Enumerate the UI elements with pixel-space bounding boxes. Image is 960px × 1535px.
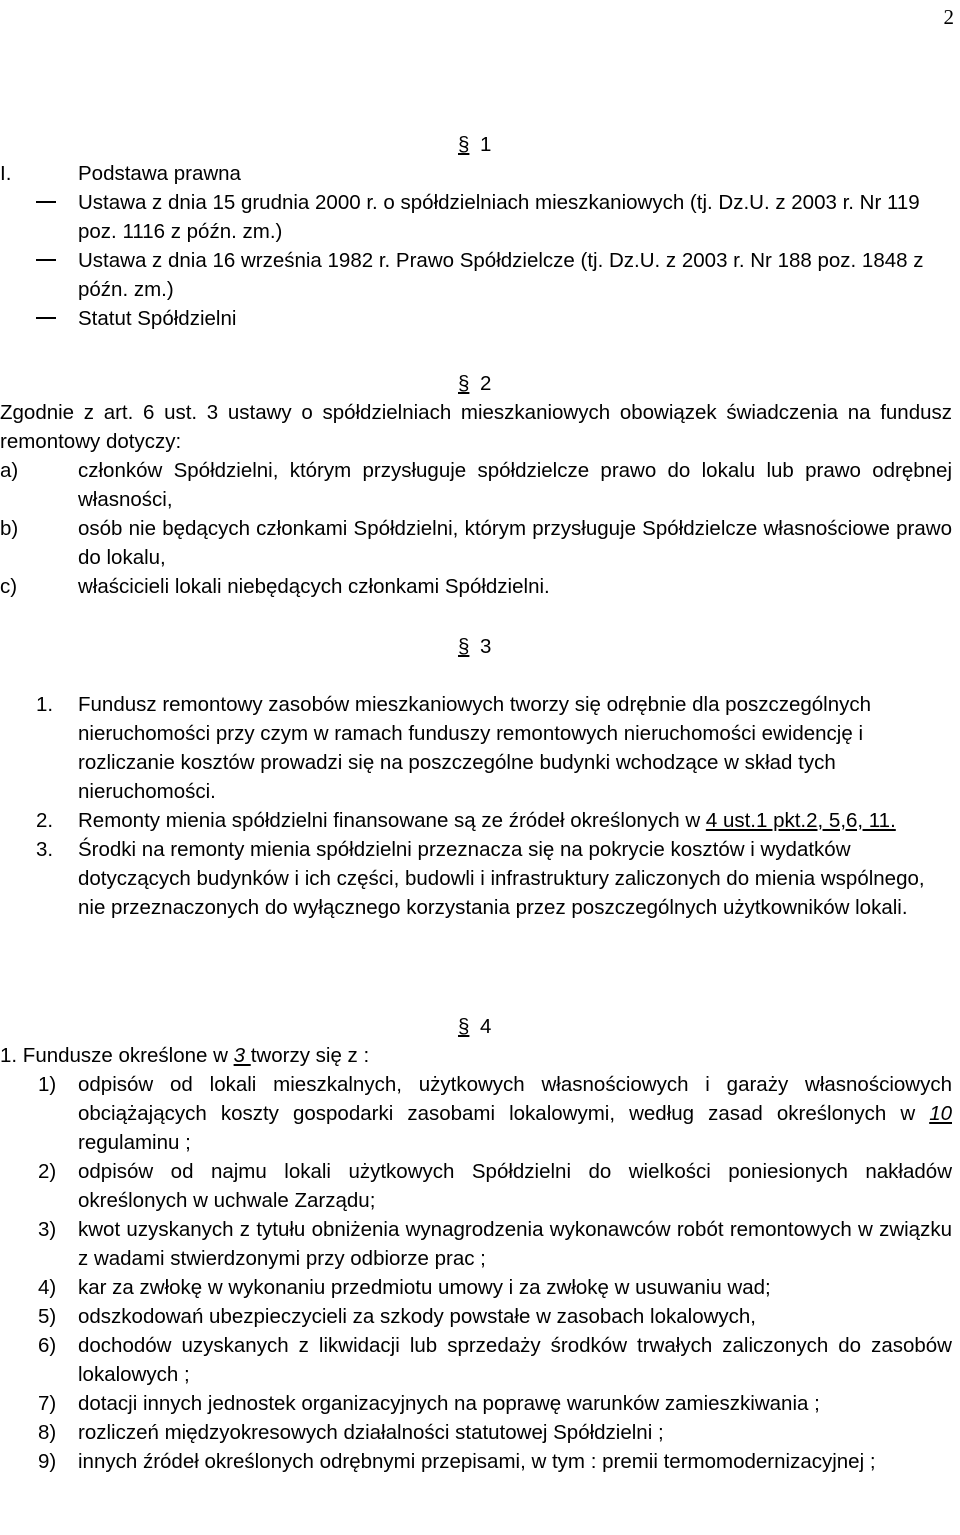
item-text: właścicieli lokali niebędących członkami Spółdzielni. <box>78 575 550 598</box>
fund-source-item <box>0 1302 952 1331</box>
legal-basis-text: Ustawa z dnia 16 września 1982 r. Prawo Spółdzielcze (tj. Dz.U. z 2003 r. Nr 188 poz. 1848 z późn. zm.) <box>78 249 924 301</box>
legal-basis-item <box>0 246 952 304</box>
beneficiary-item <box>0 514 952 572</box>
beneficiary-item <box>0 572 952 601</box>
section-reference[interactable]: 3 <box>233 1044 251 1067</box>
item-number: 4) <box>38 1276 57 1299</box>
section-reference[interactable]: 10 <box>929 1102 952 1125</box>
item-text: Środki na remonty mienia spółdzielni przeznacza się na pokrycie kosztów i wydatków dotyczących budynków i ich części, budowli i infrastruktury zaliczonych do mienia wspólnego, nie przeznaczonych do wyłącznego korzystania przez poszczególnych użytkowników lokali. <box>78 838 925 919</box>
section-4-intro: 1. Fundusze określone w 3 tworzy się z : <box>0 1044 370 1067</box>
dash-bullet <box>36 246 56 275</box>
item-letter: c) <box>0 575 18 598</box>
item-number: 1. <box>36 693 54 716</box>
section-mark-3 <box>458 632 491 661</box>
item-number: 6) <box>38 1334 57 1357</box>
page-number: 2 <box>943 5 954 29</box>
section-1-heading <box>0 159 952 188</box>
item-number: 7) <box>38 1392 57 1415</box>
section-sign: § <box>458 1015 470 1038</box>
fund-rule-item <box>0 835 952 922</box>
item-text: kar za zwłokę w wykonaniu przedmiotu umowy i za zwłokę w usuwaniu wad; <box>78 1276 771 1299</box>
item-text: Fundusz remontowy zasobów mieszkaniowych tworzy się odrębnie dla poszczególnych nieruchomości przy czym w ramach funduszy remontowych nieruchomości ewidencję i rozliczanie kosztów prowadzi się na poszczególne budynki wchodzące w skład tych nieruchomości. <box>78 693 872 803</box>
section-mark-number: 1 <box>480 133 492 156</box>
fund-source-item <box>0 1331 952 1389</box>
section-mark-4 <box>458 1012 491 1041</box>
item-text: dotacji innych jednostek organizacyjnych na poprawę warunków zamieszkiwania ; <box>78 1392 820 1415</box>
item-number: 3) <box>38 1218 57 1241</box>
item-number: 3. <box>36 838 54 861</box>
item-number: 5) <box>38 1305 57 1328</box>
section-sign: § <box>458 635 470 658</box>
section-sign: § <box>458 133 470 156</box>
item-text: kwot uzyskanych z tytułu obniżenia wynagrodzenia wykonawców robót remontowych w związku z wadami stwierdzonymi przy odbiorze prac ; <box>78 1218 952 1270</box>
section-3 <box>0 690 952 922</box>
item-letter: b) <box>0 517 19 540</box>
section-1 <box>0 159 952 333</box>
item-text: innych źródeł określonych odrębnymi przepisami, w tym : premii termomodernizacyjnej ; <box>78 1450 876 1473</box>
fund-source-item <box>0 1070 952 1157</box>
fund-source-item <box>0 1418 952 1447</box>
item-text: odszkodowań ubezpieczycieli za szkody powstałe w zasobach lokalowych, <box>78 1305 756 1328</box>
fund-rule-item <box>0 690 952 806</box>
fund-rule-item <box>0 806 952 835</box>
fund-source-item <box>0 1447 952 1476</box>
legal-basis-item <box>0 188 952 246</box>
section-mark-number: 2 <box>480 372 492 395</box>
fund-source-item <box>0 1273 952 1302</box>
item-text: osób nie będących członkami Spółdzielni, którym przysługuje Spółdzielcze własnościowe prawo do lokalu, <box>78 517 952 569</box>
legal-basis-text: Ustawa z dnia 15 grudnia 2000 r. o spółdzielniach mieszkaniowych (tj. Dz.U. z 2003 r. Nr 119 poz. 1116 z późn. zm.) <box>78 191 920 243</box>
section-2-intro: Zgodnie z art. 6 ust. 3 ustawy o spółdzielniach mieszkaniowych obowiązek świadczenia na fundusz remontowy dotyczy: <box>0 401 952 453</box>
section-mark-number: 4 <box>480 1015 492 1038</box>
section-reference[interactable]: 4 ust.1 pkt.2, 5,6, 11. <box>705 809 896 832</box>
item-text: odpisów od lokali mieszkalnych, użytkowych własnościowych i garaży własnościowych obciążających koszty gospodarki zasobami lokalowymi, według zasad określonych w 10 regulaminu ; <box>78 1073 952 1154</box>
section-mark-number: 3 <box>480 635 492 658</box>
item-text: odpisów od najmu lokali użytkowych Spółdzielni do wielkości poniesionych nakładów określonych w uchwale Zarządu; <box>78 1160 952 1212</box>
item-number: 2) <box>38 1160 57 1183</box>
fund-source-item <box>0 1389 952 1418</box>
dash-bullet <box>36 188 56 217</box>
heading-number: I. <box>0 162 12 185</box>
section-mark-2 <box>458 369 491 398</box>
heading-text: Podstawa prawna <box>78 162 241 185</box>
item-number: 1) <box>38 1073 57 1096</box>
item-letter: a) <box>0 459 19 482</box>
item-text: dochodów uzyskanych z likwidacji lub sprzedaży środków trwałych zaliczonych do zasobów lokalowych ; <box>78 1334 952 1386</box>
section-mark-1 <box>458 130 491 159</box>
item-number: 8) <box>38 1421 57 1444</box>
beneficiary-item <box>0 456 952 514</box>
dash-bullet <box>36 304 56 333</box>
item-number: 2. <box>36 809 54 832</box>
legal-basis-text: Statut Spółdzielni <box>78 307 237 330</box>
item-text: rozliczeń międzyokresowych działalności statutowej Spółdzielni ; <box>78 1421 664 1444</box>
fund-source-item <box>0 1157 952 1215</box>
item-text: Remonty mienia spółdzielni finansowane są ze źródeł określonych w 4 ust.1 pkt.2, 5,6, 11. <box>78 809 896 832</box>
section-4 <box>0 1041 952 1476</box>
section-sign: § <box>458 372 470 395</box>
fund-source-item <box>0 1215 952 1273</box>
item-text: członków Spółdzielni, którym przysługuje spółdzielcze prawo do lokalu lub prawo odrębnej własności, <box>78 459 952 511</box>
legal-basis-item <box>0 304 952 333</box>
section-2 <box>0 398 952 601</box>
item-number: 9) <box>38 1450 57 1473</box>
